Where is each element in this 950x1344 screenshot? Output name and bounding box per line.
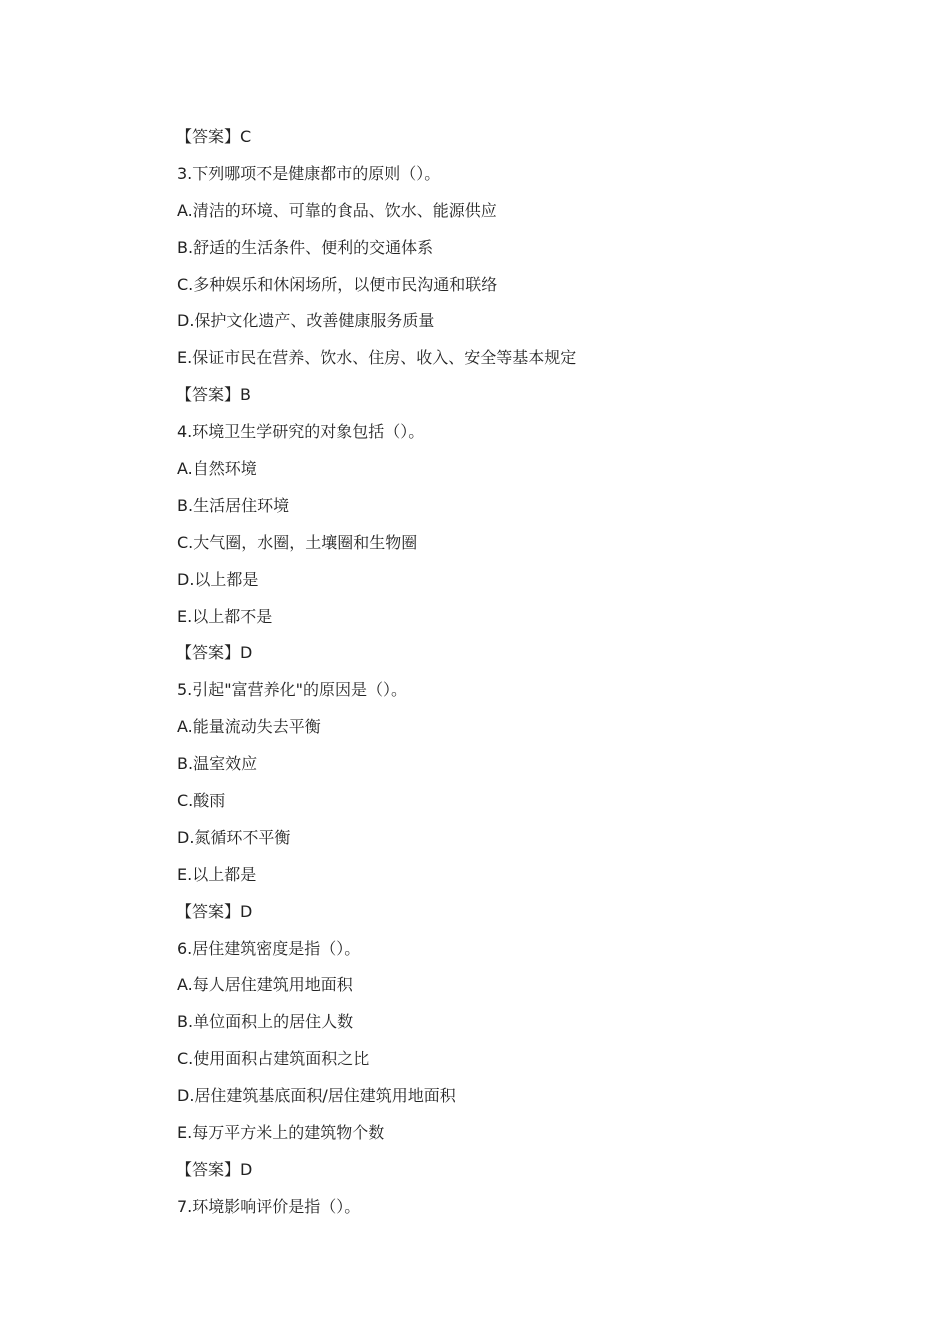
option-text: E.保证市民在营养、饮水、住房、收入、安全等基本规定 <box>177 348 577 368</box>
option-text: A.每人居住建筑用地面积 <box>177 975 353 995</box>
option-text: D.保护文化遗产、改善健康服务质量 <box>177 311 435 331</box>
option-text: A.能量流动失去平衡 <box>177 717 321 737</box>
question-text: 5.引起"富营养化"的原因是（）。 <box>177 680 407 700</box>
question-text: 6.居住建筑密度是指（）。 <box>177 938 361 958</box>
option-text: A.清洁的环境、可靠的食品、饮水、能源供应 <box>177 200 497 220</box>
question-text: 3.下列哪项不是健康都市的原则（）。 <box>177 163 441 183</box>
option-text: C.大气圈，水圈，土壤圈和生物圈 <box>177 532 418 552</box>
question-text: 4.环境卫生学研究的对象包括（）。 <box>177 422 425 442</box>
option-text: C.多种娱乐和休闲场所，以便市民沟通和联络 <box>177 274 498 294</box>
option-text: E.每万平方米上的建筑物个数 <box>177 1123 385 1143</box>
option-text: A.自然环境 <box>177 459 257 479</box>
question-text: 7.环境影响评价是指（）。 <box>177 1196 361 1216</box>
option-text: B.温室效应 <box>177 754 258 774</box>
option-text: D.氮循环不平衡 <box>177 827 291 847</box>
option-text: E.以上都是 <box>177 864 257 884</box>
answer-line: 【答案】D <box>176 901 253 921</box>
option-text: B.单位面积上的居住人数 <box>177 1012 354 1032</box>
option-text: B.生活居住环境 <box>177 495 290 515</box>
answer-line: 【答案】D <box>176 1159 253 1179</box>
answer-line: 【答案】B <box>176 385 251 405</box>
option-text: C.酸雨 <box>177 791 226 811</box>
option-text: E.以上都不是 <box>177 606 273 626</box>
question-list <box>177 122 857 1229</box>
answer-line: 【答案】D <box>176 643 253 663</box>
option-text: B.舒适的生活条件、便利的交通体系 <box>177 237 434 257</box>
option-text: C.使用面积占建筑面积之比 <box>177 1049 370 1069</box>
answer-line: 【答案】C <box>176 127 252 146</box>
option-text: D.居住建筑基底面积/居住建筑用地面积 <box>177 1086 456 1106</box>
option-text: D.以上都是 <box>177 569 259 589</box>
